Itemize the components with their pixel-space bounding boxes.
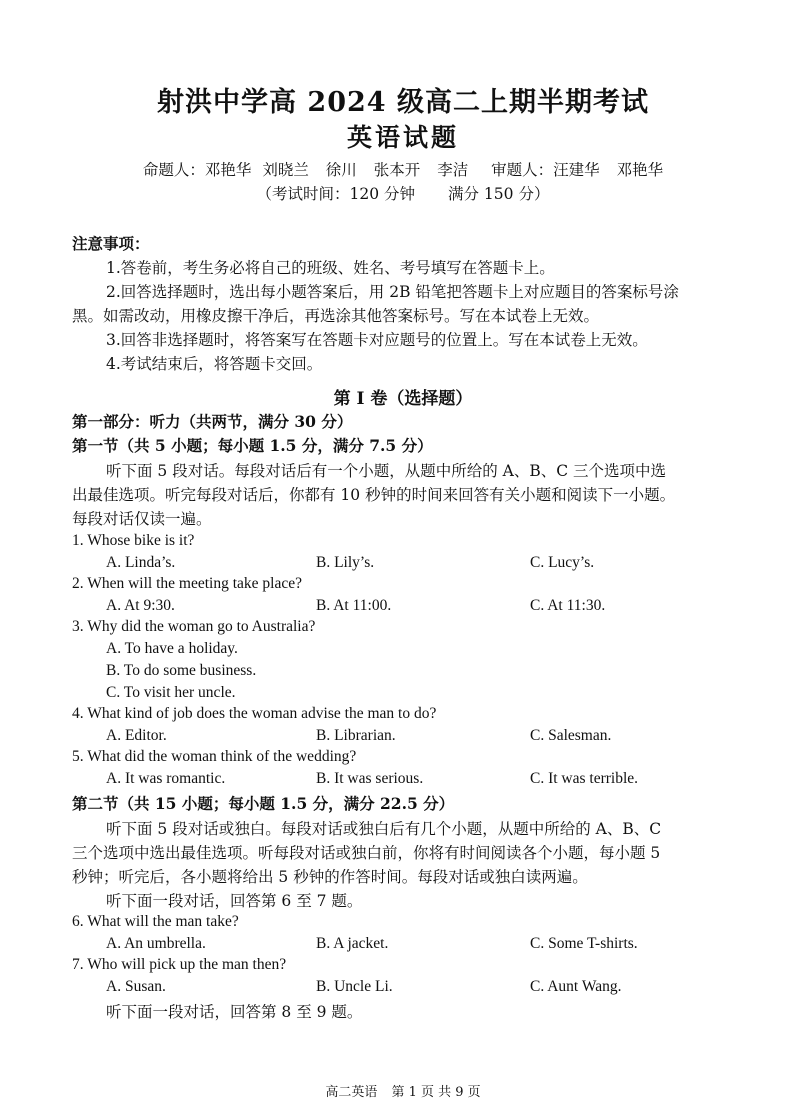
listening-prompt: 听下面一段对话，回答第 8 至 9 题。	[106, 1003, 363, 1021]
notes-heading: 注意事项：	[72, 234, 150, 253]
note-item: 1.答卷前，考生务必将自己的班级、姓名、考号填写在答题卡上。	[106, 259, 555, 277]
option-b: B. At 11:00.	[316, 597, 392, 614]
option-a: A. It was romantic.	[106, 770, 226, 787]
instruction-line: 出最佳选项。听完每段对话后，你都有 10 秒钟的时间来回答有关小题和阅读下一小题。	[72, 486, 676, 504]
option-c: C. At 11:30.	[530, 597, 606, 614]
option-b: B. Uncle Li.	[316, 978, 393, 995]
option-b: B. Librarian.	[316, 727, 396, 744]
proposer: 徐川	[325, 161, 357, 179]
volume-title: 第 I 卷（选择题）	[333, 389, 473, 409]
exam-time: （考试时间：120 分钟	[256, 185, 416, 203]
note-item: 3.回答非选择题时，将答案写在答题卡对应题号的位置上。写在本试卷上无效。	[106, 331, 648, 349]
option-b: B. To do some business.	[106, 662, 257, 679]
option-a: A. Editor.	[106, 727, 167, 744]
question-stem: 6. What will the man take?	[72, 913, 239, 930]
page-footer	[0, 1081, 806, 1100]
section-heading: 第一节（共 5 小题；每小题 1.5 分，满分 7.5 分）	[72, 436, 433, 455]
question-stem: 3. Why did the woman go to Australia?	[72, 618, 316, 635]
instruction-line: 听下面 5 段对话或独白。每段对话或独白后有几个小题，从题中所给的 A、B、C	[106, 820, 662, 838]
section-heading: 第二节（共 15 小题；每小题 1.5 分，满分 22.5 分）	[72, 794, 455, 813]
option-c: C. Aunt Wang.	[530, 978, 622, 995]
note-item: 4.考试结束后，将答题卡交回。	[106, 355, 323, 373]
option-c: C. To visit her uncle.	[106, 684, 236, 701]
option-a: A. To have a holiday.	[106, 640, 238, 657]
option-c: C. Salesman.	[530, 727, 612, 744]
note-item-continued: 黑。如需改动，用橡皮擦干净后，再选涂其他答案标号。写在本试卷上无效。	[72, 307, 600, 325]
full-score: 满分 150 分）	[448, 185, 550, 203]
reviewer: 邓艳华	[616, 161, 664, 179]
listening-prompt: 听下面一段对话，回答第 6 至 7 题。	[106, 892, 363, 910]
option-b: B. Lily’s.	[316, 554, 375, 571]
instruction-line: 听下面 5 段对话。每段对话后有一个小题，从题中所给的 A、B、C 三个选项中选	[106, 462, 667, 480]
option-c: C. Some T-shirts.	[530, 935, 638, 952]
reviewers-label: 审题人：汪建华	[491, 161, 600, 179]
page-number: 第 1 页 共 9 页	[391, 1085, 481, 1100]
option-a: A. An umbrella.	[106, 935, 206, 952]
question-stem: 2. When will the meeting take place?	[72, 575, 302, 592]
question-stem: 7. Who will pick up the man then?	[72, 956, 287, 973]
instruction-line: 三个选项中选出最佳选项。听每段对话或独白前，你将有时间阅读各个小题，每小题 5	[72, 844, 661, 862]
authors-line	[0, 158, 806, 180]
option-b: B. A jacket.	[316, 935, 389, 952]
proposer: 张本开	[373, 161, 421, 179]
part-heading: 第一部分：听力（共两节，满分 30 分）	[72, 412, 353, 431]
proposers-label: 命题人：邓艳华	[142, 161, 252, 179]
exam-title: 射洪中学高 2024 级高二上期半期考试	[157, 87, 649, 118]
question-stem: 4. What kind of job does the woman advise the man to do?	[72, 705, 437, 722]
option-a: A. Susan.	[106, 978, 166, 995]
option-a: A. Linda’s.	[106, 554, 176, 571]
note-item: 2.回答选择题时，选出每小题答案后，用 2B 铅笔把答题卡上对应题目的答案标号涂	[106, 283, 679, 301]
question-stem: 1. Whose bike is it?	[72, 532, 195, 549]
option-a: A. At 9:30.	[106, 597, 175, 614]
proposer: 李洁	[437, 161, 469, 179]
question-stem: 5. What did the woman think of the wedding?	[72, 748, 357, 765]
instruction-line: 秒钟；听完后，各小题将给出 5 秒钟的作答时间。每段对话或独白读两遍。	[72, 868, 588, 886]
option-c: C. It was terrible.	[530, 770, 639, 787]
proposer: 刘晓兰	[262, 161, 309, 179]
exam-time-score	[0, 182, 806, 204]
option-c: C. Lucy’s.	[530, 554, 595, 571]
option-b: B. It was serious.	[316, 770, 424, 787]
instruction-line: 每段对话仅读一遍。	[72, 510, 212, 528]
subject-title: 英语试题	[346, 123, 459, 152]
footer-subject: 高二英语	[325, 1085, 378, 1100]
